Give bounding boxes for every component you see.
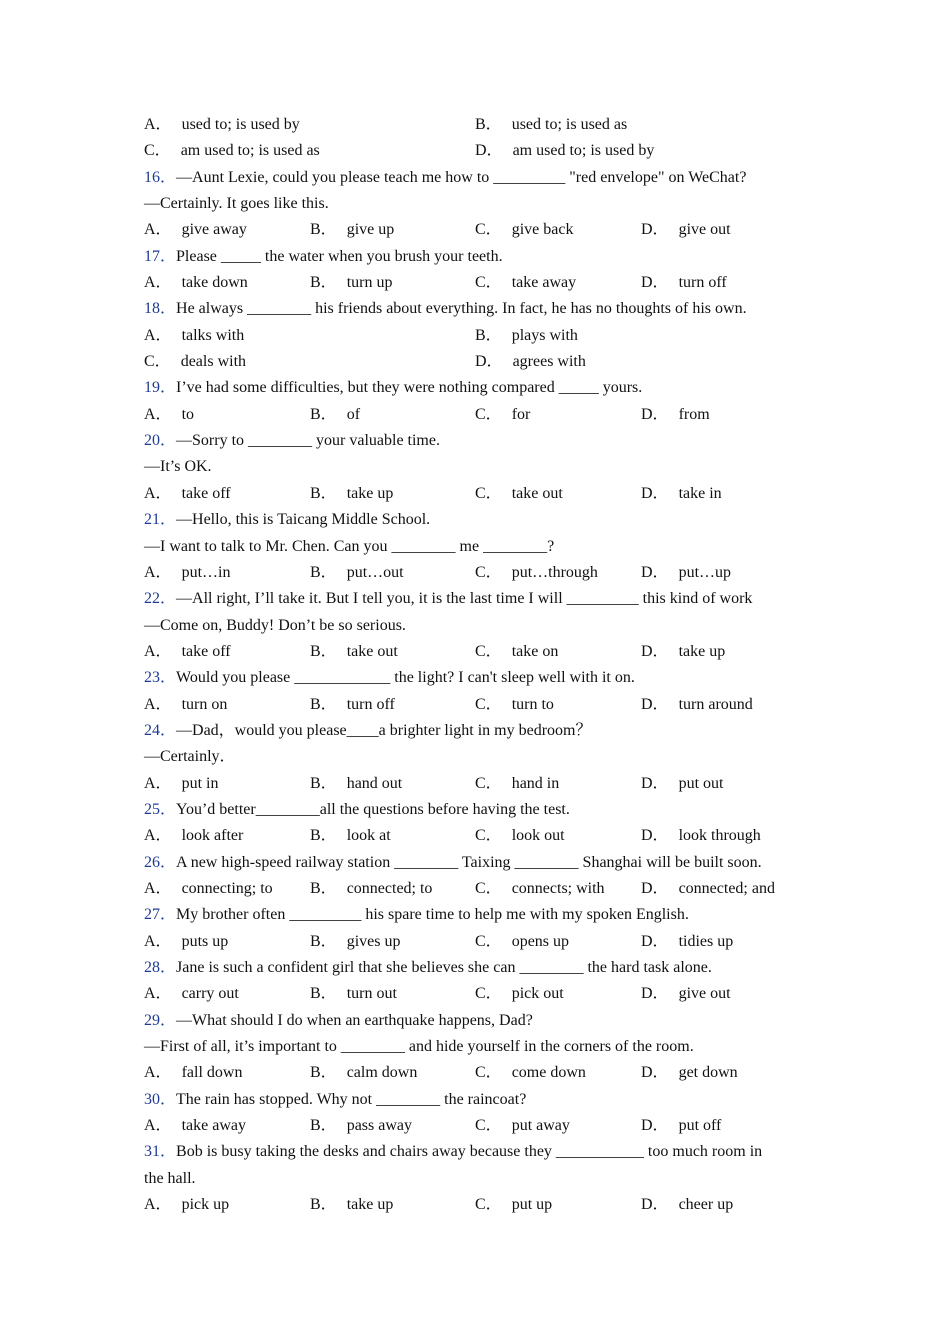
option-label: C．	[475, 563, 502, 581]
options-row	[144, 771, 804, 797]
question-text: —What should I do when an earthquake happens, Dad?	[176, 1011, 533, 1029]
question-text: —Aunt Lexie, could you please teach me how to _________ "red envelope" on WeChat?	[176, 168, 747, 186]
option-label: D．	[641, 405, 669, 423]
option-text: pass away	[346, 1117, 412, 1135]
option-label: D．	[641, 827, 669, 845]
option	[310, 217, 394, 243]
option-label: B．	[475, 116, 502, 133]
options-row	[144, 481, 804, 507]
option	[144, 112, 300, 138]
question-number: 21．	[144, 511, 177, 529]
option-text: put…in	[181, 563, 231, 581]
option-text: turn off	[346, 695, 395, 713]
option-text: deals with	[180, 353, 247, 371]
option	[475, 112, 627, 138]
question-line	[144, 902, 804, 928]
option-text: put off	[678, 1117, 722, 1135]
option-label: D．	[641, 774, 669, 792]
question-line	[144, 586, 804, 612]
text-line: the hall.	[144, 1169, 196, 1187]
options-row	[144, 270, 804, 296]
options-row	[144, 823, 804, 849]
option	[144, 217, 247, 243]
option-text: connected; to	[346, 879, 433, 897]
option-text: carry out	[181, 985, 239, 1003]
option	[310, 823, 391, 849]
option-label: C．	[475, 484, 502, 502]
option	[310, 270, 392, 296]
option-label: D．	[641, 563, 669, 581]
option-text: give up	[346, 221, 395, 239]
option	[475, 771, 559, 797]
option-label: A．	[144, 1117, 172, 1135]
option-label: D．	[641, 695, 669, 713]
text-line: —First of all, it’s important to ________ and hide yourself in the corners of the room.	[144, 1038, 694, 1056]
option-label: D．	[641, 642, 669, 660]
option-label: A．	[144, 484, 172, 502]
option-text: turn off	[678, 274, 727, 292]
option	[475, 639, 558, 665]
question-line	[144, 428, 804, 454]
option	[310, 639, 398, 665]
option-text: turn around	[678, 695, 753, 713]
option-text: take up	[346, 484, 394, 502]
question-text: Would you please ____________ the light? I can't sleep well with it on.	[176, 669, 635, 687]
option-label: A．	[144, 879, 172, 897]
option	[144, 349, 246, 375]
option-text: turn out	[346, 985, 397, 1003]
option-text: to	[181, 405, 195, 423]
option-text: of	[346, 405, 361, 423]
option-label: A．	[144, 116, 172, 133]
question-number: 23．	[144, 669, 177, 687]
option	[310, 1113, 412, 1139]
option	[475, 138, 654, 164]
option	[475, 560, 598, 586]
question-line	[144, 165, 804, 191]
option-label: A．	[144, 827, 172, 845]
option-text: connects; with	[511, 879, 605, 897]
option-label: B．	[310, 932, 337, 950]
options-row	[144, 692, 804, 718]
question-number: 28．	[144, 959, 177, 976]
option	[144, 981, 239, 1007]
option-text: take down	[181, 274, 248, 292]
option-label: C．	[475, 774, 502, 792]
option-label: B．	[310, 405, 337, 423]
question-line	[144, 1139, 804, 1165]
option	[475, 692, 554, 718]
option-text: calm down	[346, 1064, 418, 1082]
option-text: opens up	[511, 932, 570, 950]
question-number: 24．	[144, 721, 177, 739]
option-text: pick up	[181, 1196, 230, 1214]
option	[641, 560, 731, 586]
options-row	[144, 560, 804, 586]
text-line: —I want to talk to Mr. Chen. Can you ________ me ________?	[144, 537, 555, 555]
question-text: Jane is such a confident girl that she believes she can ________ the hard task alone.	[176, 959, 712, 976]
option-text: look through	[678, 827, 761, 845]
option-label: A．	[144, 695, 172, 713]
option	[475, 270, 576, 296]
option-label: A．	[144, 985, 172, 1003]
option-label: C．	[475, 221, 502, 239]
option	[475, 1060, 586, 1086]
option	[475, 876, 605, 902]
option	[310, 876, 432, 902]
option-label: C．	[475, 1196, 502, 1214]
option	[641, 876, 775, 902]
option-text: look out	[511, 827, 565, 845]
option	[475, 929, 569, 955]
option-text: look at	[346, 827, 391, 845]
option-text: put away	[511, 1117, 570, 1135]
option-text: used to; is used by	[181, 116, 300, 133]
question-line	[144, 296, 804, 322]
option-label: D．	[641, 221, 669, 239]
question-text: You’d better________all the questions before having the test.	[176, 800, 570, 818]
option-label: D．	[475, 142, 503, 160]
option-text: take on	[511, 642, 559, 660]
option-label: C．	[144, 353, 171, 371]
option-label: B．	[310, 695, 337, 713]
option-label: D．	[641, 484, 669, 502]
option-label: D．	[475, 353, 503, 371]
option-label: B．	[310, 642, 337, 660]
option-text: am used to; is used by	[512, 142, 655, 160]
option-text: take out	[346, 642, 398, 660]
option	[475, 481, 563, 507]
options-row	[144, 217, 804, 243]
option-label: D．	[641, 1196, 669, 1214]
question-number: 16．	[144, 168, 177, 186]
option	[144, 692, 227, 718]
option	[475, 1113, 570, 1139]
option-label: D．	[641, 985, 669, 1003]
question-text: I’ve had some difficulties, but they were nothing compared _____ yours.	[176, 379, 643, 397]
option	[641, 270, 727, 296]
question-line	[144, 375, 804, 401]
option-label: A．	[144, 1196, 172, 1214]
option-text: agrees with	[512, 353, 586, 371]
option	[641, 771, 723, 797]
options-row	[144, 349, 804, 375]
option-text: pick out	[511, 985, 564, 1003]
option	[641, 402, 710, 428]
question-text: Please _____ the water when you brush your teeth.	[176, 247, 503, 265]
option-label: C．	[475, 405, 502, 423]
option-label: B．	[310, 221, 337, 239]
option	[641, 481, 722, 507]
option-text: give out	[678, 985, 731, 1003]
option-text: hand in	[511, 774, 560, 792]
text-line: —Certainly. It goes like this.	[144, 195, 329, 213]
option	[641, 823, 761, 849]
text-line: —It’s OK.	[144, 458, 212, 476]
question-number: 25．	[144, 800, 177, 818]
option-label: B．	[310, 985, 337, 1003]
option-text: connected; and	[678, 879, 775, 897]
option-label: B．	[310, 774, 337, 792]
option-label: A．	[144, 274, 172, 292]
option-label: C．	[475, 879, 502, 897]
question-line	[144, 797, 804, 823]
question-line	[144, 1008, 804, 1034]
option-label: B．	[310, 274, 337, 292]
option-label: C．	[475, 642, 502, 660]
option-label: A．	[144, 932, 172, 950]
option	[144, 1060, 242, 1086]
option	[144, 1113, 246, 1139]
option	[310, 1192, 393, 1218]
option-text: from	[678, 405, 710, 423]
option-text: cheer up	[678, 1196, 734, 1214]
option-text: turn to	[511, 695, 554, 713]
options-row	[144, 1113, 804, 1139]
option-label: C．	[475, 695, 502, 713]
option-label: A．	[144, 326, 172, 344]
question-line	[144, 507, 804, 533]
option-label: A．	[144, 563, 172, 581]
option-text: connecting; to	[181, 879, 273, 897]
question-number: 22．	[144, 590, 177, 608]
option	[144, 323, 244, 349]
question-number: 20．	[144, 432, 177, 450]
options-row	[144, 1192, 804, 1218]
option-label: D．	[641, 932, 669, 950]
option-text: put out	[678, 774, 724, 792]
options-row	[144, 981, 804, 1007]
option-text: used to; is used as	[511, 116, 628, 133]
option-text: fall down	[181, 1064, 243, 1082]
question-line	[144, 955, 804, 981]
option	[641, 981, 731, 1007]
option-label: B．	[310, 1196, 337, 1214]
question-number: 27．	[144, 906, 177, 924]
option-text: put…through	[511, 563, 598, 581]
options-row	[144, 1060, 804, 1086]
question-line	[144, 850, 804, 876]
options-row	[144, 639, 804, 665]
option-text: give out	[678, 221, 731, 239]
option-text: talks with	[181, 326, 245, 344]
option	[144, 771, 218, 797]
option	[310, 402, 360, 428]
options-row	[144, 402, 804, 428]
question-line	[144, 718, 804, 744]
option-text: am used to; is used as	[180, 142, 320, 160]
question-number: 18．	[144, 300, 177, 318]
option-text: take away	[511, 274, 577, 292]
option-text: puts up	[181, 932, 229, 950]
question-number: 19．	[144, 379, 177, 397]
option	[641, 1192, 733, 1218]
option	[144, 560, 230, 586]
options-row	[144, 138, 804, 164]
question-text: A new high-speed railway station ________ Taixing ________ Shanghai will be built soon.	[176, 853, 762, 871]
option-text: for	[511, 405, 531, 423]
option	[310, 771, 402, 797]
options-row	[144, 112, 804, 138]
option	[144, 929, 228, 955]
option	[144, 823, 243, 849]
option-label: A．	[144, 642, 172, 660]
option	[475, 823, 565, 849]
option	[144, 138, 320, 164]
question-number: 17．	[144, 247, 177, 265]
question-text: He always ________ his friends about everything. In fact, he has no thoughts of his own.	[176, 300, 747, 318]
question-text: —Sorry to ________ your valuable time.	[176, 432, 440, 450]
option-label: B．	[310, 563, 337, 581]
option	[310, 481, 393, 507]
option	[475, 1192, 552, 1218]
option	[144, 1192, 229, 1218]
option-text: give back	[511, 221, 574, 239]
option-text: put…up	[678, 563, 732, 581]
option-text: put up	[511, 1196, 553, 1214]
option-label: A．	[144, 1064, 172, 1082]
option-label: C．	[475, 1117, 502, 1135]
question-number: 31．	[144, 1143, 177, 1161]
option-text: turn on	[181, 695, 228, 713]
option-label: C．	[475, 985, 502, 1003]
question-text: —All right, I’ll take it. But I tell you, it is the last time I will _________ this kind of work	[176, 590, 753, 608]
option	[641, 639, 725, 665]
question-line	[144, 665, 804, 691]
option-label: D．	[641, 1117, 669, 1135]
option-label: B．	[310, 879, 337, 897]
text-line: —Come on, Buddy! Don’t be so serious.	[144, 616, 406, 634]
question-text: —Dad，would you please____a brighter light in my bedroom？	[176, 721, 592, 739]
option-label: D．	[641, 1064, 669, 1082]
option-label: C．	[144, 142, 171, 160]
option-text: take up	[346, 1196, 394, 1214]
option	[144, 402, 194, 428]
option-text: put in	[181, 774, 219, 792]
option-label: B．	[310, 484, 337, 502]
question-text: The rain has stopped. Why not ________ the raincoat?	[176, 1090, 527, 1108]
option	[310, 692, 395, 718]
question-line	[144, 1087, 804, 1113]
options-row	[144, 876, 804, 902]
question-text: Bob is busy taking the desks and chairs away because they ___________ too much room in	[176, 1143, 763, 1161]
option	[641, 217, 731, 243]
option	[144, 876, 273, 902]
option-text: hand out	[346, 774, 403, 792]
option	[475, 323, 578, 349]
question-number: 29．	[144, 1011, 177, 1029]
option-text: gives up	[346, 932, 401, 950]
options-row	[144, 929, 804, 955]
option-label: B．	[310, 827, 337, 845]
option-text: put…out	[346, 563, 404, 581]
option	[641, 929, 733, 955]
option-label: A．	[144, 405, 172, 423]
option	[641, 1060, 738, 1086]
option-text: tidies up	[678, 932, 734, 950]
option-label: C．	[475, 932, 502, 950]
text-line: —Certainly．	[144, 748, 236, 766]
question-text: My brother often _________ his spare time to help me with my spoken English.	[176, 906, 689, 924]
option-label: B．	[310, 1117, 337, 1135]
option-text: turn up	[346, 274, 393, 292]
options-row	[144, 323, 804, 349]
option	[144, 270, 248, 296]
option-text: get down	[678, 1064, 738, 1082]
option-text: look after	[181, 827, 244, 845]
option-text: take in	[678, 484, 722, 502]
option	[310, 560, 404, 586]
option-text: plays with	[511, 326, 578, 344]
option-text: give away	[181, 221, 247, 239]
option-text: take away	[181, 1117, 246, 1135]
option	[641, 692, 753, 718]
option-label: D．	[641, 879, 669, 897]
option	[475, 402, 530, 428]
option	[475, 217, 573, 243]
option-text: take up	[678, 642, 726, 660]
option-label: A．	[144, 221, 172, 239]
option-label: C．	[475, 274, 502, 292]
option-label: D．	[641, 274, 669, 292]
option	[310, 981, 397, 1007]
option-label: B．	[310, 1064, 337, 1082]
option-text: take off	[181, 484, 231, 502]
option-label: A．	[144, 774, 172, 792]
option	[475, 349, 586, 375]
option	[475, 981, 564, 1007]
option	[144, 639, 231, 665]
option	[310, 929, 400, 955]
option-label: B．	[475, 326, 502, 344]
option-text: take off	[181, 642, 231, 660]
worksheet-page	[144, 112, 804, 1218]
option-label: C．	[475, 827, 502, 845]
option	[310, 1060, 417, 1086]
option	[144, 481, 231, 507]
option	[641, 1113, 721, 1139]
question-number: 30．	[144, 1090, 177, 1108]
option-text: come down	[511, 1064, 586, 1082]
question-number: 26．	[144, 853, 177, 871]
question-line	[144, 244, 804, 270]
option-label: C．	[475, 1064, 502, 1082]
question-text: —Hello, this is Taicang Middle School.	[176, 511, 431, 529]
option-text: take out	[511, 484, 563, 502]
